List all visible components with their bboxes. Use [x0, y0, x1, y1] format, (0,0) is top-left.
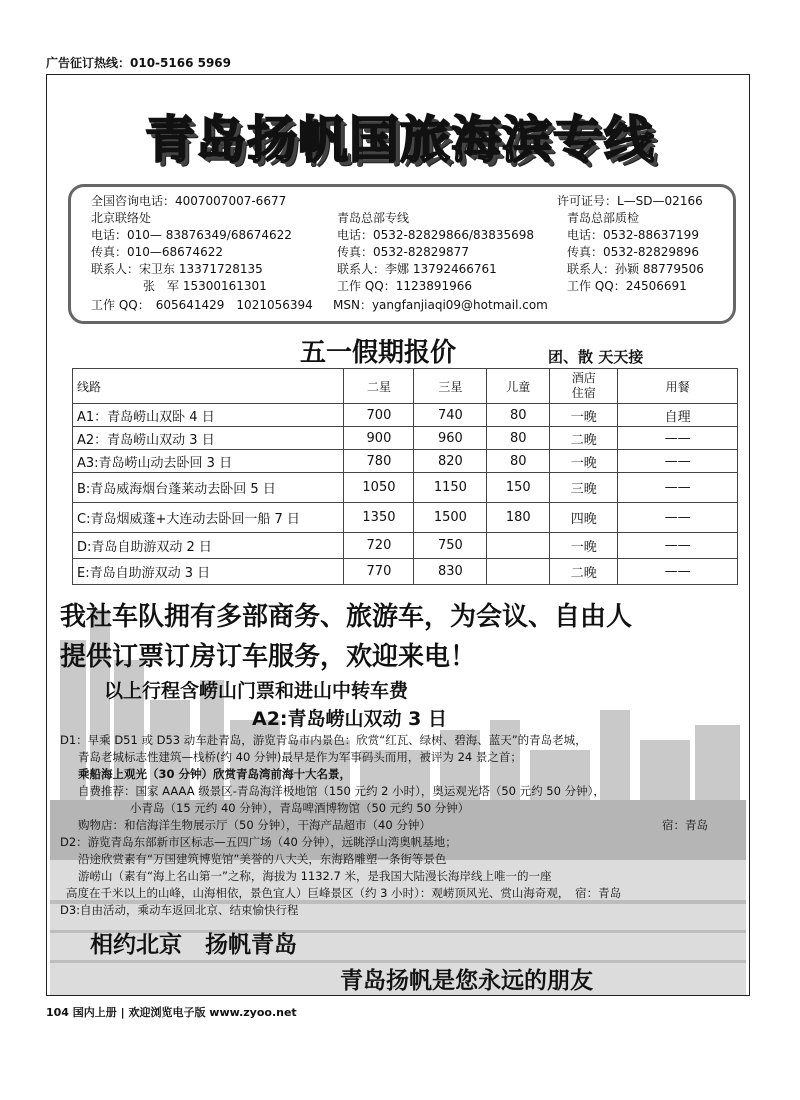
hq-quality-qq: 工作 QQ：24506691 — [567, 279, 687, 293]
table-row — [73, 427, 738, 450]
table-row — [73, 404, 738, 427]
route-cell: D:青岛自助游双动 2 日 — [73, 533, 344, 559]
col-route: 线路 — [73, 369, 344, 404]
price-cell: 700 — [344, 404, 414, 427]
hotel-cell: 一晚 — [550, 404, 618, 427]
itinerary-line: 小青岛（15 元约 40 分钟），青岛啤酒博物馆（50 元约 50 分钟） — [130, 801, 470, 815]
meal-cell: —— — [618, 533, 738, 559]
route-cell: E:青岛自助游双动 3 日 — [73, 559, 344, 585]
meal-cell: —— — [618, 503, 738, 533]
meal-cell: —— — [618, 473, 738, 503]
hq-line-name: 青岛总部专线 — [337, 211, 410, 225]
itinerary-line: 乘船海上观光（30 分钟）欣赏青岛湾前海十大名景， — [78, 767, 352, 781]
beijing-contact-1: 联系人：宋卫东 13371728135 — [91, 262, 263, 276]
beijing-contact-2: 张 军 15300161301 — [143, 279, 267, 293]
itinerary-line: 高度在千米以上的山峰，山海相依，景色宜人）巨峰景区（约 3 小时）：观崂顶风光、赏山海奇观， 宿：青岛 — [66, 886, 622, 900]
hq-line-tel: 电话：0532-82829866/83835698 — [337, 228, 535, 242]
hq-line-qq: 工作 QQ：1123891966 — [337, 279, 473, 293]
itinerary-title: A2:青岛崂山双动 3 日 — [252, 708, 447, 730]
table-row — [73, 533, 738, 559]
section-title: 五一假期报价 — [300, 338, 457, 368]
route-cell: A2：青岛崂山双动 3 日 — [73, 427, 344, 450]
route-cell: A3:青岛崂山动去卧回 3 日 — [73, 450, 344, 473]
price-cell: 1050 — [344, 473, 414, 503]
meal-cell: —— — [618, 427, 738, 450]
hq-quality-contact: 联系人：孙颖 88779506 — [567, 262, 704, 276]
price-cell: 830 — [414, 559, 487, 585]
price-cell: 780 — [344, 450, 414, 473]
work-qq: 工作 QQ： 605641429 1021056394 — [91, 298, 313, 312]
table-row — [73, 473, 738, 503]
license-number: 许可证号：L—SD—02166 — [557, 194, 703, 208]
itinerary-line: D3:自由活动，乘动车返回北京、结束愉快行程 — [60, 903, 299, 917]
main-title: 青岛扬帆国旅海滨专线 — [145, 111, 655, 169]
hotel-cell: 四晚 — [550, 503, 618, 533]
price-cell: 1350 — [344, 503, 414, 533]
price-cell: 180 — [487, 503, 550, 533]
table-row — [73, 503, 738, 533]
price-cell: 80 — [487, 450, 550, 473]
itinerary-line: 自费推荐：国家 AAAA 级景区-青岛海洋极地馆（150 元约 2 小时），奥运观光塔（50 元约 50 分钟）， — [78, 784, 605, 798]
itinerary-line: 购物店：和信海洋生物展示厅（50 分钟），干海产品超市（40 分钟） — [78, 818, 431, 832]
meal-cell: —— — [618, 559, 738, 585]
table-header-row — [73, 369, 738, 404]
route-cell: C:青岛烟威蓬+大连动去卧回一船 7 日 — [73, 503, 344, 533]
hotel-cell: 一晚 — [550, 533, 618, 559]
hq-quality-fax: 传真：0532-82829896 — [567, 245, 699, 259]
ad-hotline: 广告征订热线：010-5166 5969 — [46, 56, 232, 70]
contact-box — [68, 184, 736, 324]
slogan-1: 相约北京 扬帆青岛 — [90, 932, 297, 958]
col-hotel: 酒店 住宿 — [550, 369, 618, 404]
col-two-star: 二星 — [344, 369, 414, 404]
msn: MSN：yangfanjiaqi09@hotmail.com — [333, 298, 548, 312]
price-cell — [487, 559, 550, 585]
price-cell: 80 — [487, 404, 550, 427]
route-cell: A1：青岛崂山双卧 4 日 — [73, 404, 344, 427]
hq-line-fax: 传真：0532-82829877 — [337, 245, 469, 259]
hq-quality-tel: 电话：0532-88637199 — [567, 228, 699, 242]
price-cell: 150 — [487, 473, 550, 503]
price-cell — [487, 533, 550, 559]
included-note: 以上行程含崂山门票和进山中转车费 — [104, 680, 409, 702]
itinerary-lodging: 宿：青岛 — [662, 818, 708, 832]
page-footer: 104 国内上册 | 欢迎浏览电子版 www.zyoo.net — [46, 1006, 297, 1019]
col-meals: 用餐 — [618, 369, 738, 404]
col-three-star: 三星 — [414, 369, 487, 404]
itinerary-line: D2：游览青岛东部新市区标志—五四广场（40 分钟），远眺浮山湾奥帆基地； — [60, 835, 457, 849]
hotel-cell: 二晚 — [550, 427, 618, 450]
meal-cell: 自理 — [618, 404, 738, 427]
itinerary-line: 游崂山（素有“海上名山第一”之称，海拔为 1132.7 米，是我国大陆漫长海岸线上唯一的一座 — [78, 869, 552, 883]
table-row — [73, 559, 738, 585]
beijing-tel: 电话：010— 83876349/68674622 — [91, 228, 292, 242]
hq-quality-name: 青岛总部质检 — [567, 211, 640, 225]
hq-line-contact: 联系人：李娜 13792466761 — [337, 262, 497, 276]
meal-cell: —— — [618, 450, 738, 473]
route-cell: B:青岛威海烟台蓬莱动去卧回 5 日 — [73, 473, 344, 503]
itinerary-line: 青岛老城标志性建筑—栈桥(约 40 分钟)最早是作为军事码头而用，被评为 24 景之首； — [78, 750, 522, 764]
col-child: 儿童 — [487, 369, 550, 404]
price-cell: 770 — [344, 559, 414, 585]
itinerary-line: D1：早乘 D51 或 D53 动车赴青岛，游览青岛市内景色：欣赏“红瓦、绿树、碧海、蓝天”的青岛老城， — [60, 733, 587, 747]
price-table — [72, 368, 738, 585]
price-cell: 740 — [414, 404, 487, 427]
price-cell: 900 — [344, 427, 414, 450]
price-cell: 1500 — [414, 503, 487, 533]
price-cell: 820 — [414, 450, 487, 473]
price-cell: 80 — [487, 427, 550, 450]
price-cell: 750 — [414, 533, 487, 559]
hotel-cell: 三晚 — [550, 473, 618, 503]
table-row — [73, 450, 738, 473]
hotel-cell: 二晚 — [550, 559, 618, 585]
price-cell: 960 — [414, 427, 487, 450]
beijing-fax: 传真：010—68674622 — [91, 245, 223, 259]
slogan-2: 青岛扬帆是您永远的朋友 — [340, 968, 593, 994]
itinerary-line: 沿途欣赏素有“万国建筑博览馆”美誉的八大关，东海路雕塑一条街等景色 — [78, 852, 447, 866]
hotel-cell: 一晚 — [550, 450, 618, 473]
beijing-office-name: 北京联络处 — [91, 211, 152, 225]
price-cell: 1150 — [414, 473, 487, 503]
fleet-text-line-1: 我社车队拥有多部商务、旅游车，为会议、自由人 — [60, 602, 633, 632]
price-cell: 720 — [344, 533, 414, 559]
tour-type: 团、散 天天接 — [548, 348, 644, 366]
fleet-text-line-2: 提供订票订房订车服务，欢迎来电！ — [60, 642, 477, 672]
national-hotline: 全国咨询电话：4007007007-6677 — [91, 194, 287, 208]
